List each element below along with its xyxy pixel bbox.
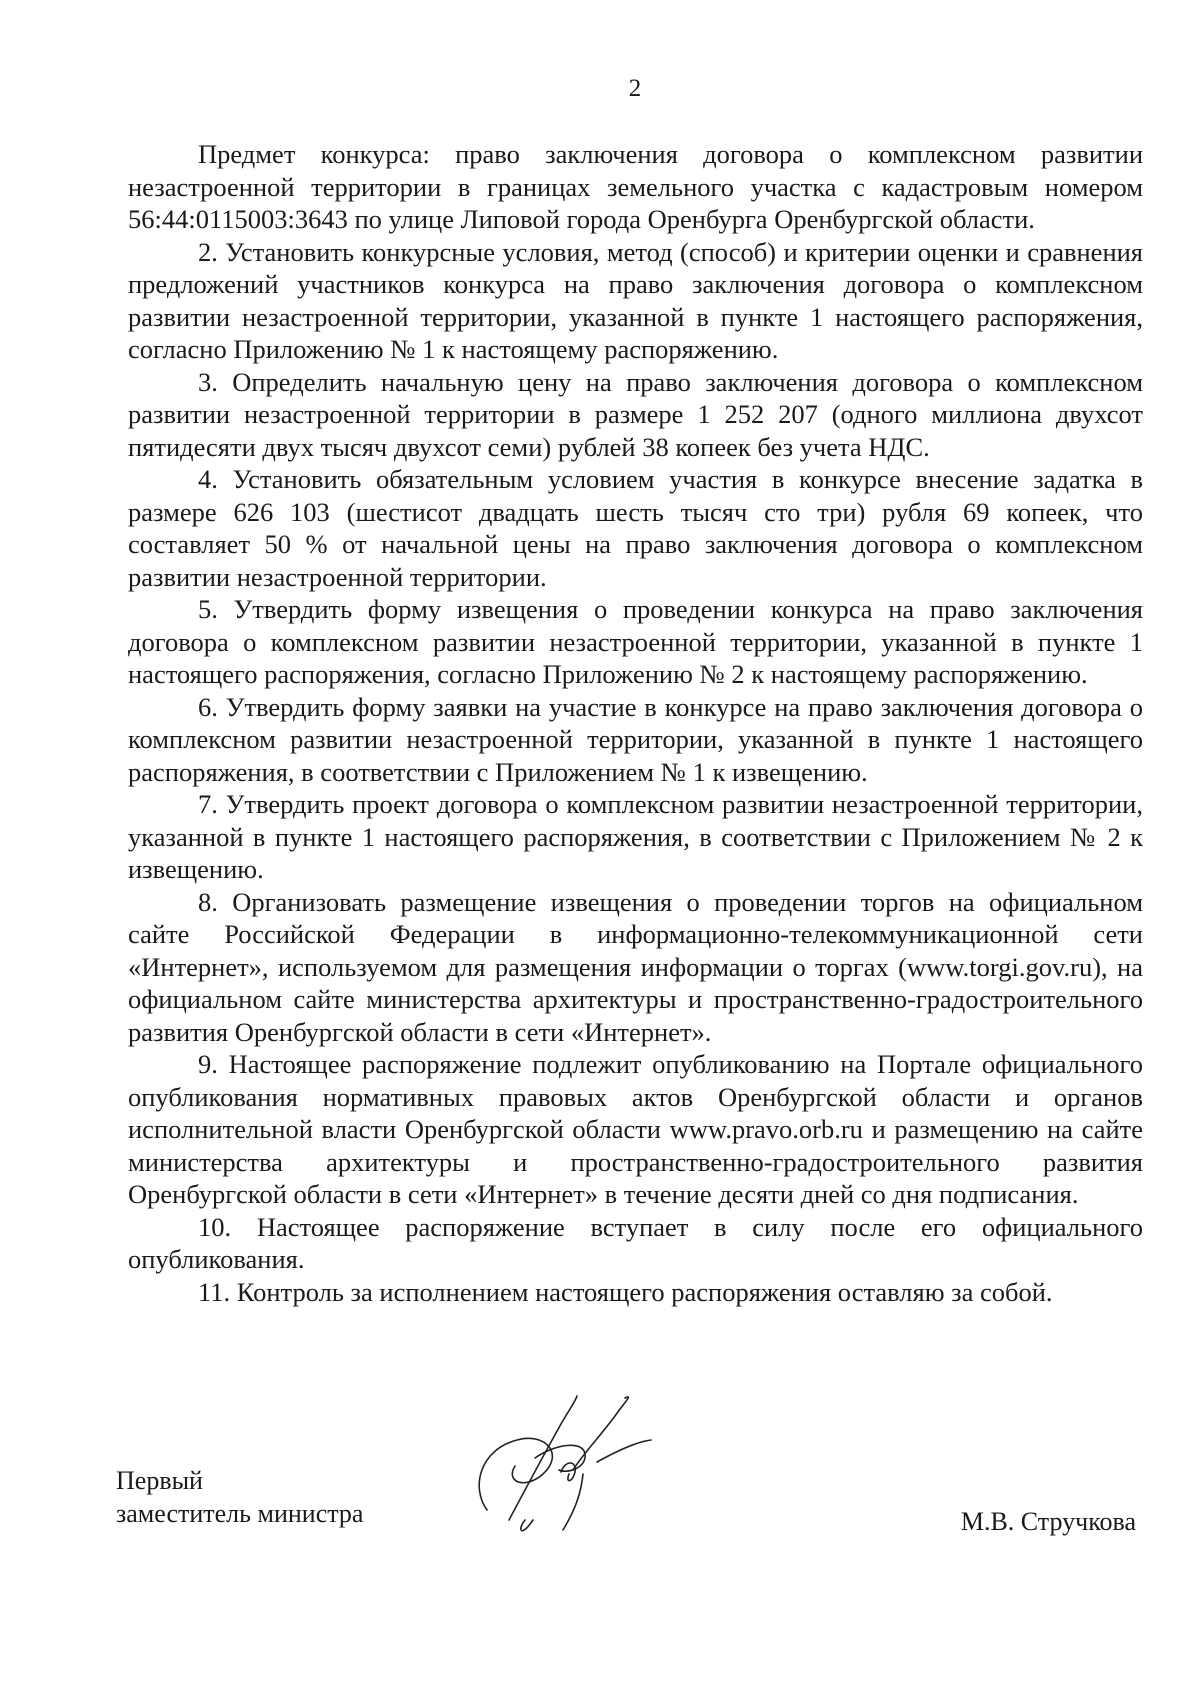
paragraph-item-9: 9. Настоящее распоряжение подлежит опубликованию на Портале официального опубликования нормативных правовых актов Оренбургской области и органов исполнительной власти Оренбургской области www.pravo.orb.ru и размещению на сайте министерства архитектуры и пространственно-градостроительного развития Оренбургской области в сети «Интернет» в течение десяти дней со дня подписания. xyxy=(128,1049,1143,1209)
signer-title-line-1: Первый xyxy=(116,1466,203,1495)
paragraph-item-6: 6. Утвердить форму заявки на участие в конкурсе на право заключения договора о комплексном развитии незастроенной территории, указанной в пункте 1 настоящего распоряжения, в соответствии с Приложением № 1 к извещению. xyxy=(128,691,1143,787)
signer-title-line-2: заместитель министра xyxy=(116,1499,364,1528)
paragraph-item-3: 3. Определить начальную цену на право заключения договора о комплексном развитии незастроенной территории в размере 1 252 207 (одного миллиона двухсот пятидесяти двух тысяч двухсот семи) рублей 38 копеек без учета НДС. xyxy=(128,366,1143,462)
signer-name: М.В. Стручкова xyxy=(960,1507,1136,1536)
paragraph-item-4: 4. Установить обязательным условием участия в конкурсе внесение задатка в размере 626 103 (шестисот двадцать шесть тысяч сто три) рубля 69 копеек, что составляет 50 % от начальной цены на право заключения договора о комплексном развитии незастроенной территории. xyxy=(128,464,1143,592)
page-number: 2 xyxy=(628,75,642,102)
signer-title xyxy=(116,1464,363,1530)
paragraph-subject: Предмет конкурса: право заключения договора о комплексном развитии незастроенной территории в границах земельного участка с кадастровым номером 56:44:0115003:3643 по улице Липовой города Оренбурга Оренбургской области. xyxy=(128,139,1143,234)
signature-block xyxy=(116,1464,1136,1544)
paragraph-item-2: 2. Установить конкурсные условия, метод (способ) и критерии оценки и сравнения предложений участников конкурса на право заключения договора о комплексном развитии незастроенной территории, указанной в пункте 1 настоящего распоряжения, согласно Приложению № 1 к настоящему распоряжению. xyxy=(128,236,1143,364)
paragraph-item-8: 8. Организовать размещение извещения о проведении торгов на официальном сайте Российской Федерации в информационно-телекоммуникационной сети «Интернет», используемом для размещения информации о торгах (www.torgi.gov.ru), на официальном сайте министерства архитектуры и пространственно-градостроительного развития Оренбургской области в сети «Интернет». xyxy=(128,886,1143,1047)
paragraph-item-10: 10. Настоящее распоряжение вступает в силу после его официального опубликования. xyxy=(128,1211,1143,1274)
paragraph-item-5: 5. Утвердить форму извещения о проведении конкурса на право заключения договора о комплексном развитии незастроенной территории, указанной в пункте 1 настоящего распоряжения, согласно Приложению № 2 к настоящему распоряжению. xyxy=(128,594,1143,689)
paragraph-item-7: 7. Утвердить проект договора о комплексном развитии незастроенной территории, указанной в пункте 1 настоящего распоряжения, в соответствии с Приложением № 2 к извещению. xyxy=(128,789,1143,884)
document-body xyxy=(128,138,1143,1308)
paragraph-item-11: 11. Контроль за исполнением настоящего распоряжения оставляю за собой. xyxy=(198,1276,1053,1307)
